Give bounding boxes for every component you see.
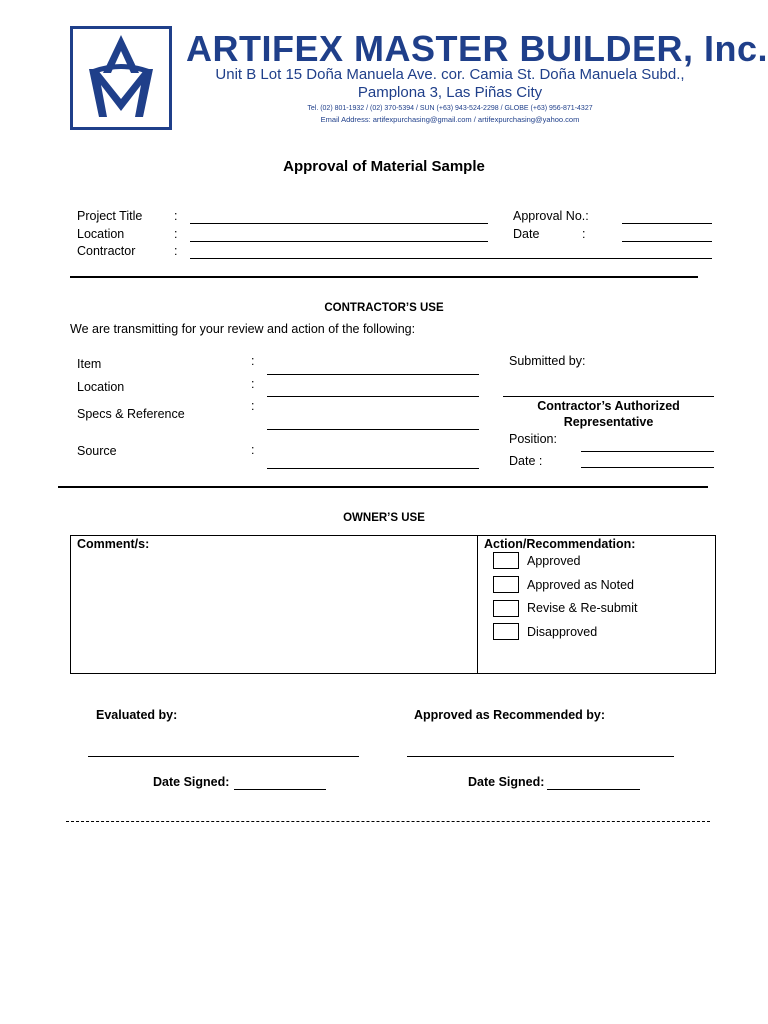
contractor-use-intro: We are transmitting for your review and action of the following:	[70, 322, 416, 336]
revise-resubmit-option-label: Revise & Re-submit	[527, 601, 638, 615]
project-location-field[interactable]	[190, 241, 488, 242]
project-title-label: Project Title	[77, 209, 143, 223]
contractor-field[interactable]	[190, 258, 712, 259]
position-label: Position:	[509, 432, 557, 446]
company-name: ARTIFEX MASTER BUILDER, Inc.	[186, 28, 768, 69]
specs-reference-label: Specs & Reference	[77, 407, 185, 421]
section-divider	[58, 486, 708, 488]
disapproved-checkbox[interactable]	[493, 623, 519, 640]
evaluator-date-signed-label: Date Signed:	[153, 775, 230, 789]
colon: :	[174, 209, 178, 223]
colon: :	[582, 227, 586, 241]
specs-reference-field[interactable]	[267, 429, 479, 430]
approved-checkbox[interactable]	[493, 552, 519, 569]
form-title: Approval of Material Sample	[283, 158, 485, 175]
project-date-field[interactable]	[622, 241, 712, 242]
colon: :	[251, 377, 255, 391]
colon: :	[251, 443, 255, 457]
logo-emblem-icon	[73, 29, 169, 127]
colon: :	[251, 399, 255, 413]
evaluator-date-signed-field[interactable]	[234, 789, 326, 790]
submitted-by-label: Submitted by:	[509, 354, 586, 368]
approver-date-signed-field[interactable]	[547, 789, 640, 790]
item-label: Item	[77, 357, 102, 371]
colon: :	[174, 244, 178, 258]
approval-no-label: Approval No.:	[513, 209, 589, 223]
evaluated-by-label: Evaluated by:	[96, 708, 178, 722]
submitted-date-label: Date :	[509, 454, 543, 468]
approved-option-label: Approved	[527, 554, 581, 568]
material-location-field[interactable]	[267, 396, 479, 397]
company-logo	[70, 26, 172, 130]
owner-box-divider	[477, 535, 478, 674]
project-date-label: Date	[513, 227, 540, 241]
revise-resubmit-checkbox[interactable]	[493, 600, 519, 617]
comments-label: Comment/s:	[77, 537, 150, 551]
source-label: Source	[77, 444, 117, 458]
comments-field[interactable]	[72, 556, 474, 671]
contractor-use-title: CONTRACTOR’S USE	[324, 302, 444, 314]
contractor-label: Contractor	[77, 244, 136, 258]
authorized-rep-label-1: Contractor’s Authorized	[537, 399, 680, 413]
approved-as-noted-option-label: Approved as Noted	[527, 578, 635, 592]
approval-no-field[interactable]	[622, 223, 712, 224]
owner-use-title: OWNER’S USE	[343, 512, 425, 524]
company-email: Email Address: artifexpurchasing@gmail.com / artifexpurchasing@yahoo.com	[320, 115, 580, 124]
evaluated-by-signature-field[interactable]	[88, 756, 359, 757]
source-field[interactable]	[267, 468, 479, 469]
submitted-date-field[interactable]	[581, 467, 714, 468]
company-address-line1: Unit B Lot 15 Doña Manuela Ave. cor. Camia St. Doña Manuela Subd.,	[215, 66, 685, 83]
position-field[interactable]	[581, 451, 714, 452]
approved-as-noted-checkbox[interactable]	[493, 576, 519, 593]
cut-line	[66, 821, 710, 822]
action-recommendation-label: Action/Recommendation:	[484, 537, 636, 551]
disapproved-option-label: Disapproved	[527, 625, 598, 639]
material-location-label: Location	[77, 380, 125, 394]
approved-by-signature-field[interactable]	[407, 756, 674, 757]
colon: :	[174, 227, 178, 241]
authorized-rep-label-2: Representative	[563, 415, 654, 429]
approved-by-label: Approved as Recommended by:	[414, 708, 606, 722]
company-telephone: Tel. (02) 801-1932 / (02) 370-5394 / SUN (+63) 943-524-2298 / GLOBE (+63) 956-871-4327	[307, 105, 593, 112]
colon: :	[251, 354, 255, 368]
section-divider	[70, 276, 698, 278]
company-address-line2: Pamplona 3, Las Piñas City	[357, 84, 543, 101]
submitted-by-field[interactable]	[503, 396, 714, 397]
approver-date-signed-label: Date Signed:	[468, 775, 545, 789]
project-location-label: Location	[77, 227, 125, 241]
project-title-field[interactable]	[190, 223, 488, 224]
item-field[interactable]	[267, 374, 479, 375]
